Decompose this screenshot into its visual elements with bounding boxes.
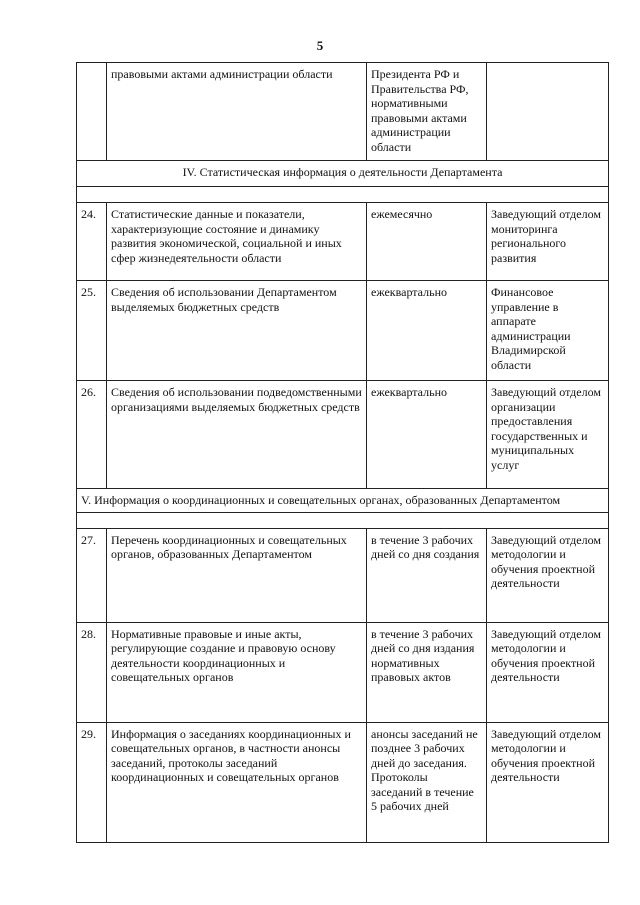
row-responsible: Заведующий отделом методологии и обучения проектной деятельности xyxy=(487,622,609,722)
row-term: ежеквартально xyxy=(367,281,487,381)
row-name: Информация о заседаниях координационных и совещательных органов, в частности анонсы заседаний, протоколы заседаний координационных и совещательных органов xyxy=(107,722,367,842)
information-table xyxy=(76,62,609,843)
row-responsible: Заведующий отделом организации предоставления государственных и муниципальных услуг xyxy=(487,381,609,489)
row-number: 29. xyxy=(77,722,107,842)
row-responsible xyxy=(487,63,609,161)
row-term: в течение 3 рабочих дней со дня создания xyxy=(367,528,487,622)
row-number: 26. xyxy=(77,381,107,489)
table-row xyxy=(77,381,609,489)
row-term: ежемесячно xyxy=(367,203,487,281)
row-responsible: Заведующий отделом методологии и обучения проектной деятельности xyxy=(487,722,609,842)
section-title: V. Информация о координационных и совещательных органах, образованных Департаментом xyxy=(77,489,609,513)
row-term: анонсы заседаний не позднее 3 рабочих дней до заседания. Протоколы заседаний в течение 5 рабочих дней xyxy=(367,722,487,842)
row-name: Перечень координационных и совещательных органов, образованных Департаментом xyxy=(107,528,367,622)
row-responsible: Заведующий отделом методологии и обучения проектной деятельности xyxy=(487,528,609,622)
row-term: Президента РФ и Правительства РФ, нормативными правовыми актами администрации области xyxy=(367,63,487,161)
table-spacer xyxy=(77,187,609,203)
page-number: 5 xyxy=(316,38,324,53)
table-row xyxy=(77,203,609,281)
row-term: ежеквартально xyxy=(367,381,487,489)
section-title: IV. Статистическая информация о деятельности Департамента xyxy=(77,161,609,187)
row-responsible: Заведующий отделом мониторинга регионального развития xyxy=(487,203,609,281)
table-row xyxy=(77,528,609,622)
section-header-v xyxy=(77,489,609,513)
row-name: Нормативные правовые и иные акты, регулирующие создание и правовую основу деятельности координационных и совещательных органов xyxy=(107,622,367,722)
row-name: Сведения об использовании Департаментом выделяемых бюджетных средств xyxy=(107,281,367,381)
row-name: Сведения об использовании подведомственными организациями выделяемых бюджетных средств xyxy=(107,381,367,489)
row-number: 24. xyxy=(77,203,107,281)
table-row xyxy=(77,622,609,722)
row-number: 25. xyxy=(77,281,107,381)
row-number: 27. xyxy=(77,528,107,622)
row-term: в течение 3 рабочих дней со дня издания нормативных правовых актов xyxy=(367,622,487,722)
row-name: правовыми актами администрации области xyxy=(107,63,367,161)
table-spacer xyxy=(77,512,609,528)
row-responsible: Финансовое управление в аппарате администрации Владимирской области xyxy=(487,281,609,381)
section-header-iv xyxy=(77,161,609,187)
table-row-continuation xyxy=(77,63,609,161)
table-row xyxy=(77,722,609,842)
table-row xyxy=(77,281,609,381)
row-number: 28. xyxy=(77,622,107,722)
row-name: Статистические данные и показатели, характеризующие состояние и динамику развития экономической, социальной и иных сфер жизнедеятельности области xyxy=(107,203,367,281)
row-number xyxy=(77,63,107,161)
